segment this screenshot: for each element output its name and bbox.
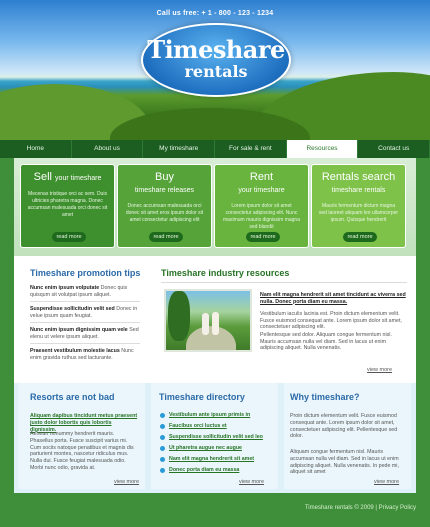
path <box>186 326 236 352</box>
nav-for-sale-rent[interactable]: For sale & rent <box>215 140 287 158</box>
resorts-view-more-link[interactable]: view more <box>114 479 140 485</box>
read-more-button[interactable]: read more <box>149 232 183 242</box>
read-more-button[interactable]: read more <box>52 232 86 242</box>
promo-text: Mauris fermentum dictum magna sed laoreet aliquam leo ullamcorper ipsum. Quisque hendrerit <box>318 203 399 223</box>
divider <box>30 322 140 323</box>
directory-column <box>151 383 278 489</box>
industry-paragraph-2: Pellentesque sed dolor. Aliquam congue fermentum nisl. Mauris accumsan nulla vel diam. Sed in lacus ut enim adipiscing aliquet. Nulla venenatis. <box>260 332 392 352</box>
promo-boxes <box>14 158 416 256</box>
resorts-column <box>18 383 145 489</box>
content-area <box>14 158 416 493</box>
read-more-button[interactable]: read more <box>343 232 377 242</box>
tip-item[interactable]: Suspendisse sollicitudin velit sed Donec in velue ipsum quam feugiat. <box>30 306 138 319</box>
person <box>202 313 209 335</box>
why-title: Why timeshare? <box>290 392 360 402</box>
industry-view-more-link[interactable]: view more <box>367 367 393 373</box>
header-banner <box>0 0 430 140</box>
promo-box-search <box>311 164 406 248</box>
promo-title: Rent your timeshare <box>238 171 285 194</box>
phone-number: Call us free: + 1 - 800 - 123 - 1234 <box>156 10 274 17</box>
read-more-button[interactable]: read more <box>246 232 280 242</box>
divider <box>30 343 140 344</box>
promo-box-sell <box>20 164 115 248</box>
tip-item[interactable]: Praesent vestibulum molestie lacus Nunc enim gravida ruthus sed lacturante. <box>30 348 134 361</box>
directory-link[interactable]: Ut pharetra augue nec augue <box>169 445 242 451</box>
directory-view-more-link[interactable]: view more <box>239 479 265 485</box>
directory-link[interactable]: Faucibus orci luctus et <box>169 423 227 429</box>
directory-link[interactable]: Donec porta diam eu massa <box>169 467 240 473</box>
resorts-title: Resorts are not bad <box>30 392 115 402</box>
why-paragraph-1: Proin dictum elementum velit. Fusce euismod consequat ante. Lorem ipsum dolor sit amet, consectetuer adipiscing elit. Pellentesque sed dolor. <box>290 413 398 440</box>
couple-walking-photo <box>164 289 252 352</box>
nav-my-timeshare[interactable]: My timeshare <box>143 140 215 158</box>
industry-paragraph-1: Vestibulum iaculis lacinia est. Proin dictum elementum velit. Fusce euismod consequat ante. Lorem ipsum dolor sit amet, consectetuer adipiscing elit. <box>260 311 402 331</box>
bullet-icon <box>160 446 165 451</box>
directory-link[interactable]: Suspendisse sollicitudin velit sed leo <box>169 434 263 440</box>
directory-title: Timeshare directory <box>159 392 245 402</box>
bullet-icon <box>160 457 165 462</box>
logo-line1: Timeshare <box>147 35 285 64</box>
person <box>212 312 219 335</box>
promo-text: Lorem ipsum dolor sit amet consectetur adipiscing elit. Nunc maximum mauris dignissim magna sed blandit <box>223 203 300 230</box>
tips-title: Timeshare promotion tips <box>30 268 141 278</box>
why-column <box>284 383 411 489</box>
bottom-columns <box>14 383 416 493</box>
logo-line2: rentals <box>184 62 248 81</box>
promo-text: Mecenas tristique orci ac sem. Duis ultricies pharetra magna. Donec accumsan malesuada orci donec sit amet <box>27 191 108 218</box>
directory-link[interactable]: Vestibulum ante ipsum primis in <box>169 412 251 418</box>
palm-tree <box>168 291 190 341</box>
promo-title: Rentals search timeshare rentals <box>321 171 396 194</box>
bullet-icon <box>160 468 165 473</box>
nav-about-us[interactable]: About us <box>72 140 144 158</box>
divider <box>30 301 140 302</box>
directory-link[interactable]: Nam elit magna hendrerit sit amet <box>169 456 255 462</box>
promo-title: Sell your timeshare <box>33 171 102 183</box>
promo-text: Donec accumsan malesuada orci donec sit amet eros ipsum dolor sit amet consectetur adipiscing elit <box>125 203 204 223</box>
main-navigation <box>0 140 430 158</box>
bullet-icon <box>160 424 165 429</box>
nav-home[interactable]: Home <box>0 140 72 158</box>
promo-title: Buy timeshare releases <box>134 171 195 194</box>
tip-item[interactable]: Nunc enim ipsum volputate Donec quis quisqum sit volutpat ipsum aliquet. <box>30 285 128 298</box>
industry-lead[interactable]: Nam elit magna hendrerit sit amet tincidunt ac viverra sed nulla. Donec porta diam eu massa. <box>260 292 406 305</box>
bullet-icon <box>160 413 165 418</box>
bullet-icon <box>160 435 165 440</box>
promo-box-buy <box>117 164 212 248</box>
resorts-lead[interactable]: Aliquam dapibus tincidunt metus praesent justo dolor lobortis quis lobortis dignissim. <box>30 413 138 433</box>
tip-item[interactable]: Nunc enim ipsum dignissim quam vele Sed elenu ut velere ipsum aliquet. <box>30 327 139 340</box>
industry-title: Timeshare industry resources <box>161 268 290 278</box>
nav-contact-us[interactable]: Contact us <box>358 140 430 158</box>
why-paragraph-2: Aliquam congue fermentum nisl. Mauris accumsan nulla vel diam. Sed in lacus ut enim adipiscing aliquet. Nulla venenatis. In pede mi, aliquet sit amet <box>290 449 399 476</box>
why-view-more-link[interactable]: view more <box>374 479 400 485</box>
footer-text[interactable]: Timeshare rentals © 2009 | Privacy Policy <box>304 505 416 511</box>
promo-box-rent <box>214 164 309 248</box>
nav-resources[interactable]: Resources <box>287 140 359 158</box>
resorts-text: Aenean nonummy hendrerit mauris. Phasellus porta. Fusce suscipit varius mi. Cum sociis natoque penatibus et magnis dis parturient montes, nascetur ridiculus mus. Nulla dui. Fusce feugiat malesuada odio. Morbi nunc odio, gravida at. <box>30 431 134 471</box>
site-logo[interactable] <box>141 23 291 97</box>
divider <box>161 282 407 283</box>
